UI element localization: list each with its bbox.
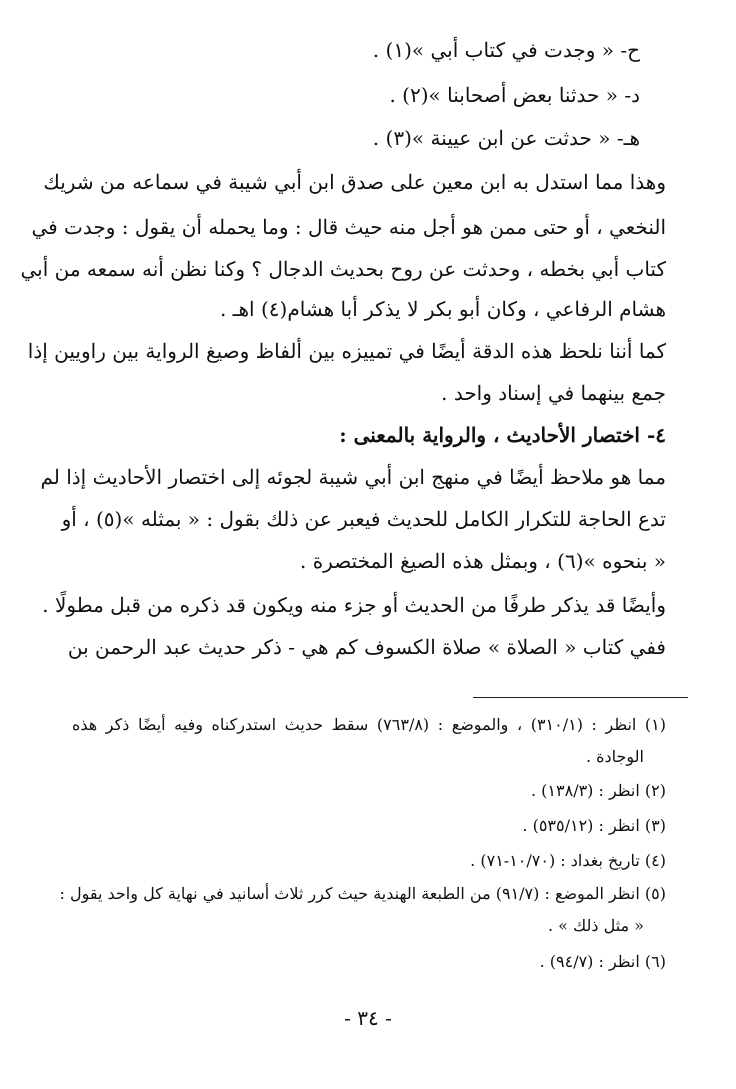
list-item-dal: د- « حدثنا بعض أصحابنا »(٢) . — [389, 83, 640, 107]
footnote-3: (٣) انظر : (٥٣٥/١٢) . — [522, 816, 666, 835]
footnote-separator — [473, 697, 688, 698]
paragraph-line: تدع الحاجة للتكرار الكامل للحديث فيعبر عن ذلك بقول : « بمثله »(٥) ، أو — [61, 507, 666, 531]
paragraph-line: كما أننا نلحظ هذه الدقة أيضًا في تمييزه بين ألفاظ وصيغ الرواية بين راويين إذا — [27, 339, 666, 363]
paragraph-line: وأيضًا قد يذكر طرفًا من الحديث أو جزء منه ويكون قد ذكره من قبل مطولًا . — [42, 593, 666, 617]
paragraph-line: جمع بينهما في إسناد واحد . — [441, 381, 666, 405]
footnote-2: (٢) انظر : (١٣٨/٣) . — [530, 781, 666, 800]
paragraph-line: « بنحوه »(٦) ، وبمثل هذه الصيغ المختصرة . — [299, 549, 666, 573]
footnote-1: (١) انظر : (٣١٠/١) ، والموضع : (٧٦٣/٨) سقط حديث استدركناه وفيه أيضًا ذكر هذه — [72, 715, 667, 734]
paragraph-line: وهذا مما استدل به ابن معين على صدق ابن أبي شيبة في سماعه من شريك — [43, 170, 666, 194]
footnote-5-continued: « مثل ذلك » . — [547, 916, 644, 935]
list-item-ha: ح- « وجدت في كتاب أبي »(١) . — [372, 38, 640, 62]
page-number: - ٣٤ - — [344, 1006, 392, 1030]
paragraph-line: هشام الرفاعي ، وكان أبو بكر لا يذكر أبا هشام(٤) اهـ . — [219, 297, 666, 321]
footnote-1-continued: الوجادة . — [585, 747, 644, 766]
paragraph-line: مما هو ملاحظ أيضًا في منهج ابن أبي شيبة لجوئه إلى اختصار الأحاديث إذا لم — [40, 465, 666, 489]
footnote-6: (٦) انظر : (٩٤/٧) . — [539, 952, 666, 971]
section-heading: ٤- اختصار الأحاديث ، والرواية بالمعنى : — [339, 423, 666, 447]
footnote-4: (٤) تاريخ بغداد : (١٠/٧٠-٧١) . — [470, 851, 666, 870]
paragraph-line: كتاب أبي بخطه ، وحدثت عن روح بحديث الدجال ؟ وكنا نظن أنه سمعه من أبي — [20, 257, 666, 281]
list-item-he: هـ- « حدثت عن ابن عيينة »(٣) . — [372, 126, 640, 150]
paragraph-line: النخعي ، أو حتى ممن هو أجل منه حيث قال : وما يحمله أن يقول : وجدت في — [31, 215, 666, 239]
footnote-5: (٥) انظر الموضع : (٩١/٧) من الطبعة الهندية حيث كرر ثلاث أسانيد في نهاية كل واحد يقول : — [59, 884, 666, 903]
paragraph-line: ففي كتاب « الصلاة » صلاة الكسوف كم هي - ذكر حديث عبد الرحمن بن — [67, 635, 666, 659]
